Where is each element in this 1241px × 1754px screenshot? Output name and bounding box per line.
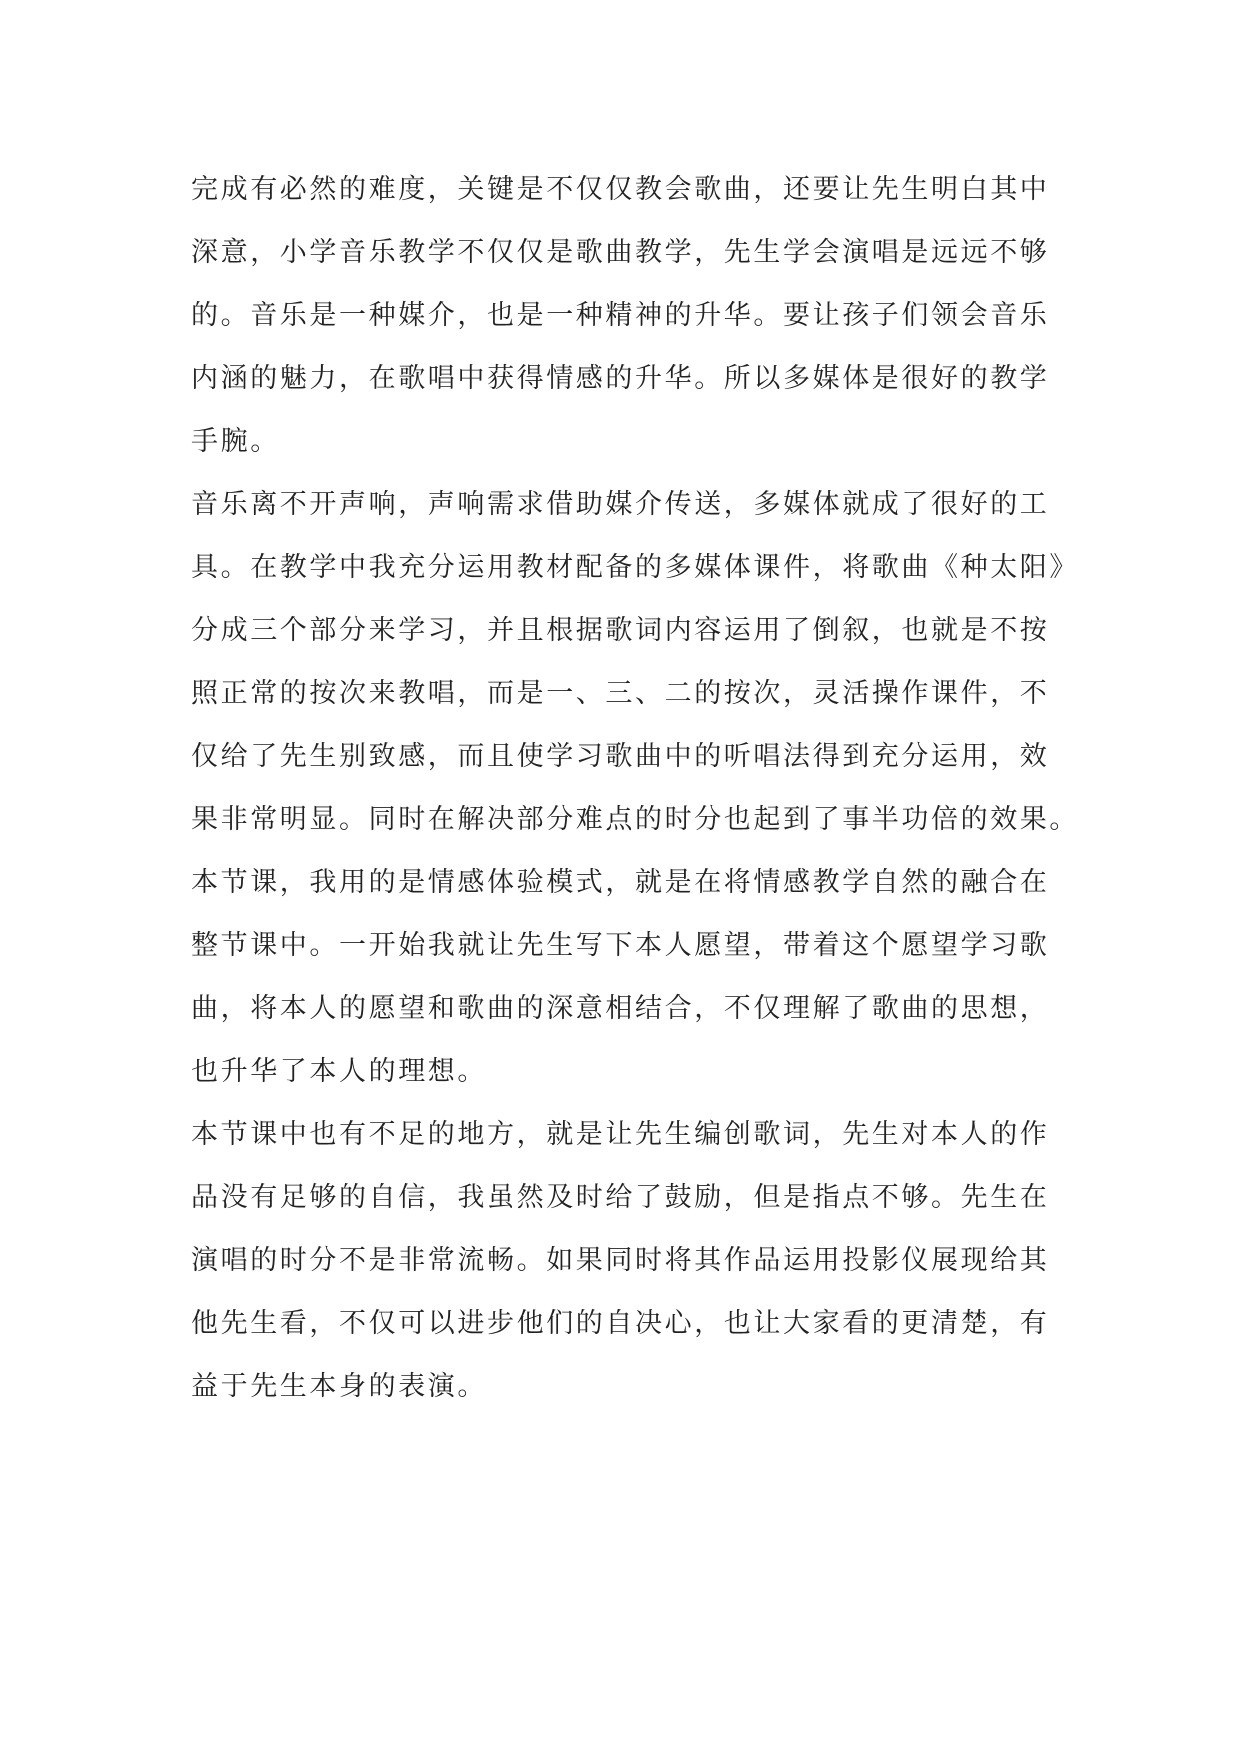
text-line: 演唱的时分不是非常流畅。如果同时将其作品运用投影仪展现给其: [191, 1245, 1050, 1276]
paragraph-3: [191, 851, 1071, 1103]
text-line: 具。在教学中我充分运用教材配备的多媒体课件，将歌曲《种太阳》: [191, 552, 1079, 583]
text-line: 完成有必然的难度，关键是不仅仅教会歌曲，还要让先生明白其中: [191, 174, 1050, 205]
text-line: 品没有足够的自信，我虽然及时给了鼓励，但是指点不够。先生在: [191, 1182, 1050, 1213]
paragraph-4: [191, 1103, 1071, 1418]
text-line: 音乐离不开声响，声响需求借助媒介传送，多媒体就成了很好的工: [191, 489, 1050, 520]
paragraph-2: [191, 473, 1079, 851]
text-line: 分成三个部分来学习，并且根据歌词内容运用了倒叙，也就是不按: [191, 615, 1050, 646]
text-line: 仅给了先生别致感，而且使学习歌曲中的听唱法得到充分运用，效: [191, 741, 1050, 772]
text-line: 曲，将本人的愿望和歌曲的深意相结合，不仅理解了歌曲的思想，: [191, 993, 1050, 1024]
document-body: [191, 158, 1079, 1418]
text-line: 本节课中也有不足的地方，就是让先生编创歌词，先生对本人的作: [191, 1119, 1050, 1150]
text-line: 益于先生本身的表演。: [191, 1371, 487, 1402]
text-line: 手腕。: [191, 426, 280, 457]
text-line: 果非常明显。同时在解决部分难点的时分也起到了事半功倍的效果。: [191, 804, 1079, 835]
text-line: 他先生看，不仅可以进步他们的自决心，也让大家看的更清楚，有: [191, 1308, 1050, 1339]
text-line: 整节课中。一开始我就让先生写下本人愿望，带着这个愿望学习歌: [191, 930, 1050, 961]
text-line: 照正常的按次来教唱，而是一、三、二的按次，灵活操作课件，不: [191, 678, 1050, 709]
text-line: 的。音乐是一种媒介，也是一种精神的升华。要让孩子们领会音乐: [191, 300, 1050, 331]
text-line: 也升华了本人的理想。: [191, 1056, 487, 1087]
text-line: 深意，小学音乐教学不仅仅是歌曲教学，先生学会演唱是远远不够: [191, 237, 1050, 268]
text-line: 本节课，我用的是情感体验模式，就是在将情感教学自然的融合在: [191, 867, 1050, 898]
text-line: 内涵的魅力，在歌唱中获得情感的升华。所以多媒体是很好的教学: [191, 363, 1050, 394]
paragraph-1: [191, 158, 1071, 473]
